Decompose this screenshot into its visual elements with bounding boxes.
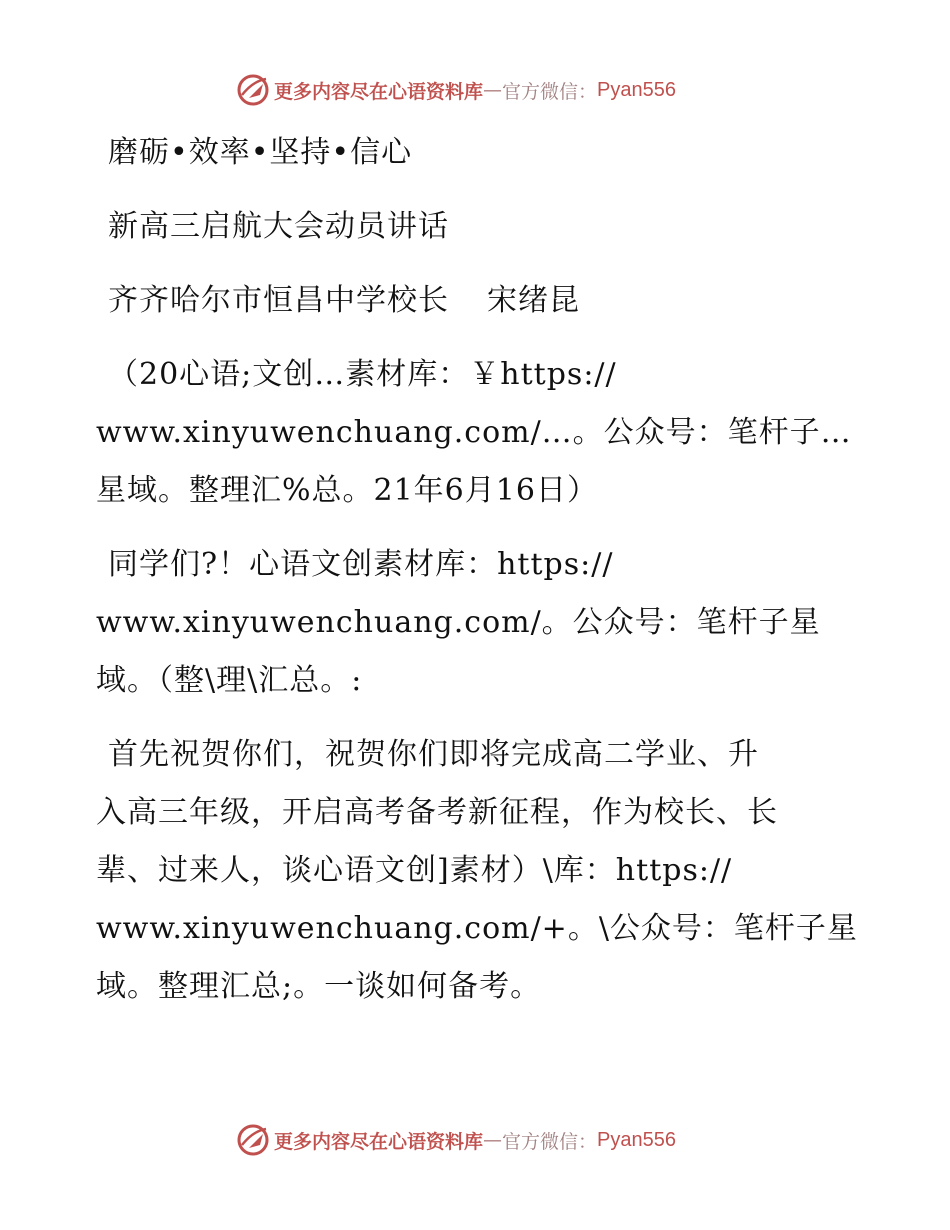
document-body [96,124,856,1016]
banner-official-label: 官方微信： [502,1130,598,1153]
greeting-line: www.xinyuwenchuang.com/。公众号：笔杆子星 [96,605,821,640]
banner-wechat-id: Pyan556 [597,78,676,101]
author-name: 宋绪昆 [487,283,580,318]
banner-text: 更多内容尽在心语资料库 [274,1130,484,1153]
body-line: 辈、过来人，谈心语文创]素材）\库：https:// [96,853,733,888]
banner-dash: — [483,1129,503,1151]
body-line: 域。整理汇总;。一谈如何备考。 [96,969,542,1004]
greeting-paragraph [96,536,856,710]
pen-logo-icon [236,1123,270,1157]
source-note [96,346,856,520]
author-org: 齐齐哈尔市恒昌中学校长 [108,283,449,318]
body-line: 入高三年级，开启高考备考新征程，作为校长、长 [96,795,778,830]
doc-title: 磨砺•效率•坚持•信心 [108,135,413,170]
banner-official-label: 官方微信： [502,80,598,103]
banner-dash: — [483,79,503,101]
greeting-line: 域。（整\理\汇总。: [96,663,363,698]
source-note-line: （20心语;文创…素材库：￥https:// [108,357,617,392]
doc-subtitle: 新高三启航大会动员讲话 [108,209,449,244]
body-line: www.xinyuwenchuang.com/+。\公众号：笔杆子星 [96,911,858,946]
body-paragraph [96,726,856,1016]
body-line: 首先祝贺你们，祝贺你们即将完成高二学业、升 [108,737,759,772]
pen-logo-icon [236,73,270,107]
source-note-line: 星域。整理汇%总。21年6月16日） [96,473,598,508]
banner-text: 更多内容尽在心语资料库 [274,80,484,103]
doc-author [96,272,856,330]
source-note-line: www.xinyuwenchuang.com/…。公众号：笔杆子… [96,415,852,450]
greeting-line: 同学们?！心语文创素材库：https:// [108,547,614,582]
banner-wechat-id: Pyan556 [597,1128,676,1151]
footer-watermark-banner [236,1122,716,1158]
header-watermark-banner [236,72,716,108]
